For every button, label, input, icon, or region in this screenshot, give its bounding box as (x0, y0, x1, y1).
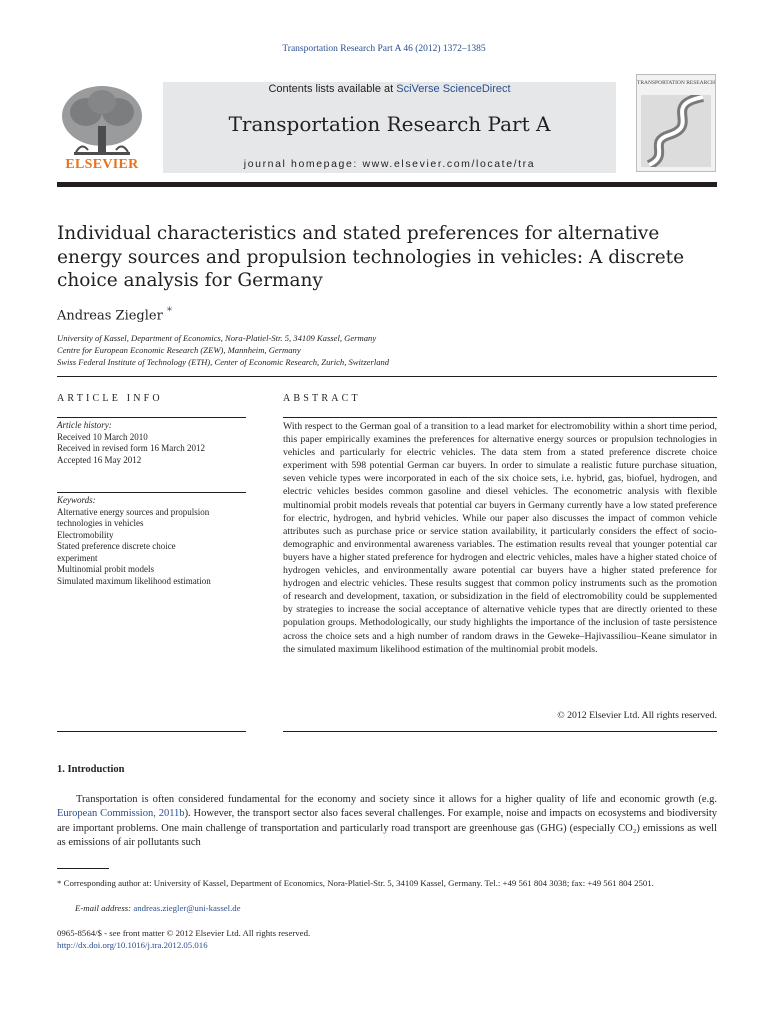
email-label: E-mail address: (75, 903, 134, 913)
abstract-heading: ABSTRACT (283, 393, 361, 404)
journal-name: Transportation Research Part A (228, 112, 551, 136)
citation-link[interactable]: European Commission, 2011b (57, 808, 185, 820)
history-accepted: Accepted 16 May 2012 (57, 454, 142, 465)
keyword: experiment (57, 552, 98, 563)
journal-reference[interactable]: Transportation Research Part A 46 (2012) 1372–1385 (282, 44, 486, 54)
author-line (57, 306, 172, 323)
divider (57, 492, 246, 493)
keyword: Stated preference discrete choice (57, 541, 176, 551)
copyright-notice: © 2012 Elsevier Ltd. All rights reserved. (557, 710, 717, 721)
sciencedirect-link[interactable]: SciVerse ScienceDirect (396, 83, 511, 95)
keyword: Alternative energy sources and propulsion (57, 506, 210, 517)
keywords-label: Keywords: (57, 495, 96, 505)
publisher-name[interactable]: ELSEVIER (65, 157, 139, 172)
journal-banner (163, 82, 616, 173)
footnote-rule (57, 868, 109, 869)
corresponding-author-mark[interactable]: * (166, 306, 172, 317)
journal-homepage[interactable]: journal homepage: www.elsevier.com/locate/tra (243, 158, 536, 170)
affiliation: Centre for European Economic Research (ZEW), Mannheim, Germany (57, 345, 301, 355)
keyword: Multinomial probit models (57, 564, 154, 574)
corresponding-author-footnote: * Corresponding author at: University of Kassel, Department of Economics, Nora-Platiel-Str. 5, 34109 Kassel, Germany. Tel.: +49 561 804 3038; fax: +49 561 804 2501. (57, 878, 654, 888)
article-title: Individual characteristics and stated preferences for alternative energy sources and propulsion technologies in vehicles: A discrete choice analysis for Germany (57, 223, 685, 291)
intro-text-start: Transportation is often considered fundamental for the economy and society since it allows for a higher quality of life and economic growth (e.g. (76, 794, 717, 805)
intro-text-end: ). However, the transport sector also faces several challenges. For example, noise and impacts on ecosystems and biodiversity are important problems. One main challenge of transportation and particularly road transport are greenhouse gas (GHG) (especially CO₂) emissions as well as emissions of air pollutants such (57, 808, 717, 849)
header-rule (57, 182, 717, 187)
section-heading-introduction: 1. Introduction (57, 764, 125, 775)
author-name: Andreas Ziegler (57, 308, 163, 324)
article-history (57, 420, 246, 466)
intro-paragraph (57, 793, 717, 851)
cover-title: TRANSPORTATION RESEARCH (637, 80, 715, 86)
divider (57, 731, 246, 732)
history-label: Article history: (57, 420, 112, 430)
author-email-link[interactable]: andreas.ziegler@uni-kassel.de (133, 903, 241, 913)
affiliation: Swiss Federal Institute of Technology (ETH), Center of Economic Research, Zurich, Switzerland (57, 357, 390, 367)
divider (283, 731, 717, 732)
doi-link[interactable]: http://dx.doi.org/10.1016/j.tra.2012.05.016 (57, 940, 208, 950)
email-line (75, 903, 241, 913)
contents-prefix: Contents lists available at (268, 83, 397, 95)
article-info-heading: ARTICLE INFO (57, 393, 163, 404)
cover-road-graphic (641, 95, 711, 167)
history-received: Received 10 March 2010 (57, 431, 148, 442)
divider (57, 417, 246, 418)
keyword: technologies in vehicles (57, 518, 144, 528)
keyword: Electromobility (57, 529, 114, 540)
contents-line (163, 82, 616, 96)
keyword: Simulated maximum likelihood estimation (57, 575, 211, 586)
abstract-text: With respect to the German goal of a transition to a lead market for electromobility within a short time period, this paper empirically examines the preferences for alternative energy sources or propulsion technologies in vehicles and particularly for electric vehicles. The data stem from a stated preference discrete choice experiment with 598 potential German car buyers. In order to simulate a realistic future purchase situation, seven vehicle types were incorporated in each of the six choice sets, i.e. hybrid, gas, biofuel, hydrogen, and electric vehicles besides common gasoline and diesel vehicles. The econometric analysis with flexible multinomial probit models reveals that potential car buyers in Germany currently have a low stated preference for electric, hydrogen, and hybrid vehicles. While our paper also discusses the impact of common vehicle attributes such as purchase price or service station availability, it particularly considers the effect of socio-demographic and environmental awareness variables. The estimation results reveal that younger potential car buyers have a higher stated preference for hydrogen and electric vehicles, males have a higher stated choice of hydrogen vehicles, and environmentally aware potential car buyers have a higher stated preference for hydrogen and electric vehicles. These results suggest that common policy instruments such as the promotion of research and development, taxation, or subsidization in the field of electromobility could be supplemented by strategies to increase the social acceptance of alternative vehicle types that are directly oriented to these population groups. Methodologically, our study highlights the importance of the inclusion of taste persistence across the choice sets and a high number of random draws in the Geweke–Hajivassiliou–Keane simulator in the simulated maximum likelihood estimation of the multinomial probit models. (283, 421, 717, 655)
history-revised: Received in revised form 16 March 2012 (57, 443, 205, 453)
divider (283, 417, 717, 418)
affiliation: University of Kassel, Department of Economics, Nora-Platiel-Str. 5, 34109 Kassel, Germany (57, 333, 377, 343)
issn-line: 0965-8564/$ - see front matter © 2012 Elsevier Ltd. All rights reserved. (57, 928, 311, 938)
keywords-block (57, 495, 246, 587)
journal-cover-image[interactable] (636, 74, 716, 172)
section-rule (57, 376, 717, 377)
